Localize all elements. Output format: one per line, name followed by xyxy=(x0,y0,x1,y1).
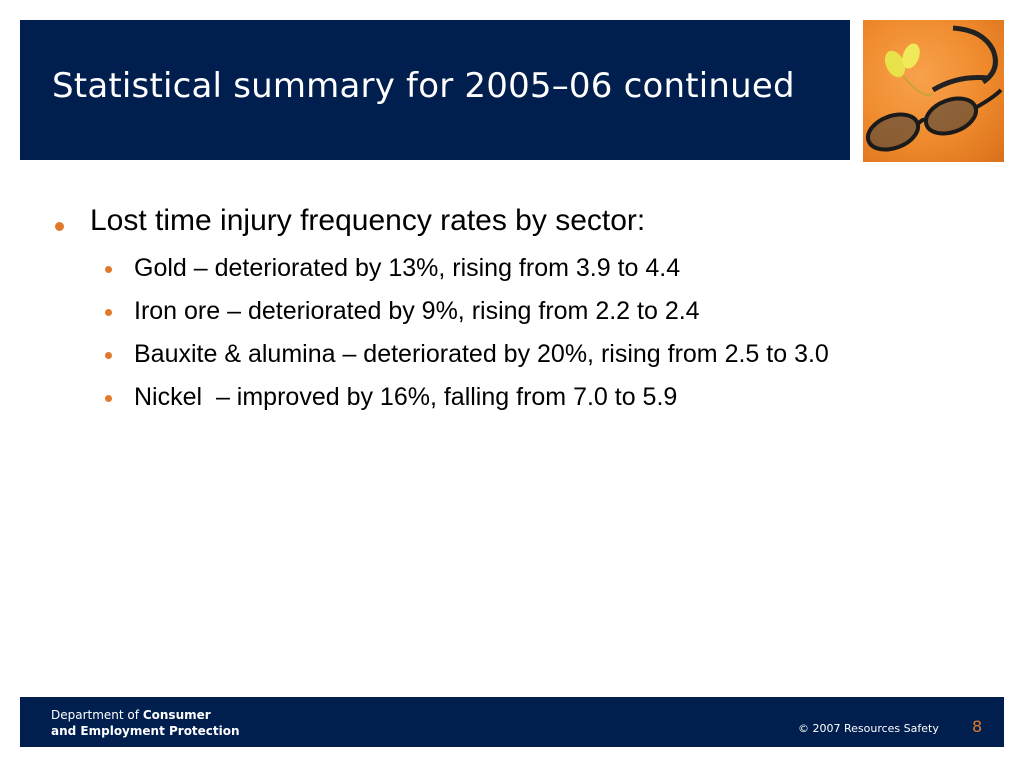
dept-bold: Consumer xyxy=(142,708,211,722)
safety-glasses-earplugs-icon xyxy=(863,20,1004,162)
footer-bar xyxy=(20,697,1004,747)
slide-title: Statistical summary for 2005–06 continued xyxy=(52,66,795,106)
list-item xyxy=(134,383,677,412)
main-bullet xyxy=(90,204,645,238)
main-bullet-text: Lost time injury frequency rates by sector: xyxy=(90,204,646,237)
list-item xyxy=(134,254,680,283)
dept-line2: and Employment Protection xyxy=(51,724,240,738)
list-item-text: Bauxite & alumina – deteriorated by 20%, rising from 2.5 to 3.0 xyxy=(134,340,829,368)
copyright-text: © 2007 Resources Safety xyxy=(798,722,939,735)
list-item xyxy=(134,297,700,326)
bullet-dot-icon xyxy=(105,309,112,316)
department-name xyxy=(51,707,240,739)
title-bar xyxy=(20,20,850,160)
dept-prefix: Department of xyxy=(51,708,139,722)
bullet-dot-icon xyxy=(105,266,112,273)
safety-photo-illustration xyxy=(863,20,1004,162)
list-item xyxy=(134,340,829,369)
bullet-dot-icon xyxy=(105,352,112,359)
bullet-dot-icon xyxy=(55,222,64,231)
list-item-text: Iron ore – deteriorated by 9%, rising from 2.2 to 2.4 xyxy=(134,297,700,325)
bullet-dot-icon xyxy=(105,395,112,402)
list-item-text: Gold – deteriorated by 13%, rising from 3.9 to 4.4 xyxy=(134,254,681,282)
list-item-text: Nickel – improved by 16%, falling from 7.0 to 5.9 xyxy=(134,383,678,411)
page-number: 8 xyxy=(972,717,983,736)
